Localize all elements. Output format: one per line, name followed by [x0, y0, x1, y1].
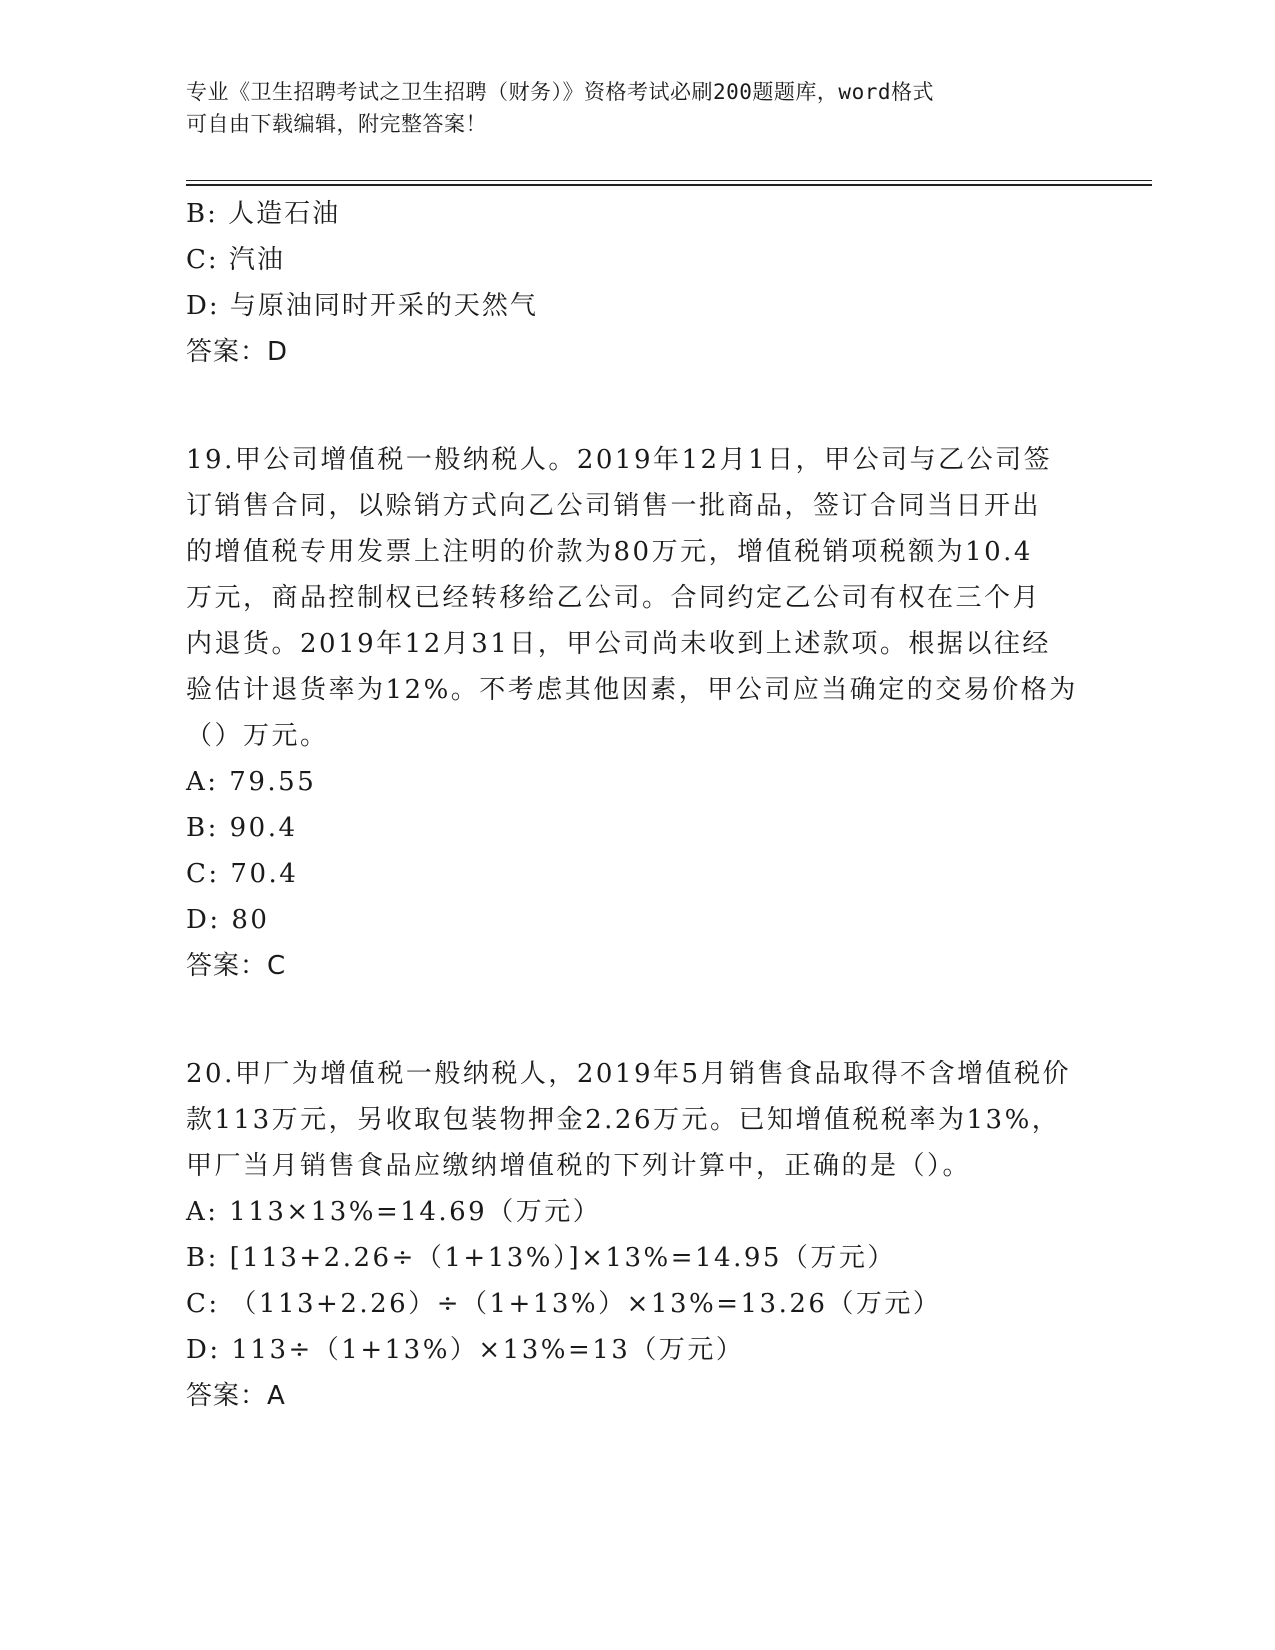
question-text-line: 甲厂当月销售食品应缴纳增值税的下列计算中，正确的是（）。	[186, 1151, 972, 1181]
question-text-line: 20.甲厂为增值税一般纳税人，2019年5月销售食品取得不含增值税价	[186, 1059, 1072, 1089]
option-c: C: （113+2.26）÷（1+13%）×13%=13.26（万元）	[186, 1289, 942, 1319]
question-text-line: 内退货。2019年12月31日，甲公司尚未收到上述款项。根据以往经	[186, 629, 1051, 659]
header-divider-thin	[186, 180, 1152, 181]
document-header	[186, 76, 1086, 140]
question-text-line: 的增值税专用发票上注明的价款为80万元，增值税销项税额为10.4	[186, 537, 1033, 567]
answer-label: 答案：C	[186, 951, 287, 981]
question-text-line: 订销售合同，以赊销方式向乙公司销售一批商品，签订合同当日开出	[186, 491, 1042, 521]
option-a: A: 113×13%=14.69（万元）	[186, 1197, 602, 1227]
option-b: B: 90.4	[186, 813, 298, 843]
question-text-line: 万元，商品控制权已经转移给乙公司。合同约定乙公司有权在三个月	[186, 583, 1042, 613]
answer-label: 答案：D	[186, 337, 289, 367]
option-b: B: 人造石油	[186, 199, 341, 229]
option-d: D: 80	[186, 905, 270, 935]
option-d: D: 113÷（1+13%）×13%=13（万元）	[186, 1335, 745, 1365]
option-c: C: 70.4	[186, 859, 299, 889]
question-20	[186, 1051, 1086, 1419]
header-title-line-2: 可自由下载编辑，附完整答案！	[186, 112, 487, 136]
option-b: B: [113+2.26÷（1+13%）]×13%=14.95（万元）	[186, 1243, 896, 1273]
option-d: D: 与原油同时开采的天然气	[186, 291, 538, 321]
question-text-line: 款113万元，另收取包装物押金2.26万元。已知增值税税率为13%，	[186, 1105, 1061, 1135]
question-text-line: 验估计退货率为12%。不考虑其他因素，甲公司应当确定的交易价格为	[186, 675, 1078, 705]
document-body	[186, 191, 1086, 1419]
option-c: C: 汽油	[186, 245, 285, 275]
header-title-line-1: 专业《卫生招聘考试之卫生招聘（财务）》资格考试必刷200题题库，word格式	[186, 80, 934, 104]
header-divider-thick	[186, 184, 1152, 186]
question-19	[186, 437, 1086, 989]
question-18-tail	[186, 191, 1086, 375]
option-a: A: 79.55	[186, 767, 317, 797]
question-text-line: 19.甲公司增值税一般纳税人。2019年12月1日，甲公司与乙公司签	[186, 445, 1053, 475]
question-text-line: （）万元。	[186, 721, 329, 751]
answer-label: 答案：A	[186, 1381, 286, 1411]
